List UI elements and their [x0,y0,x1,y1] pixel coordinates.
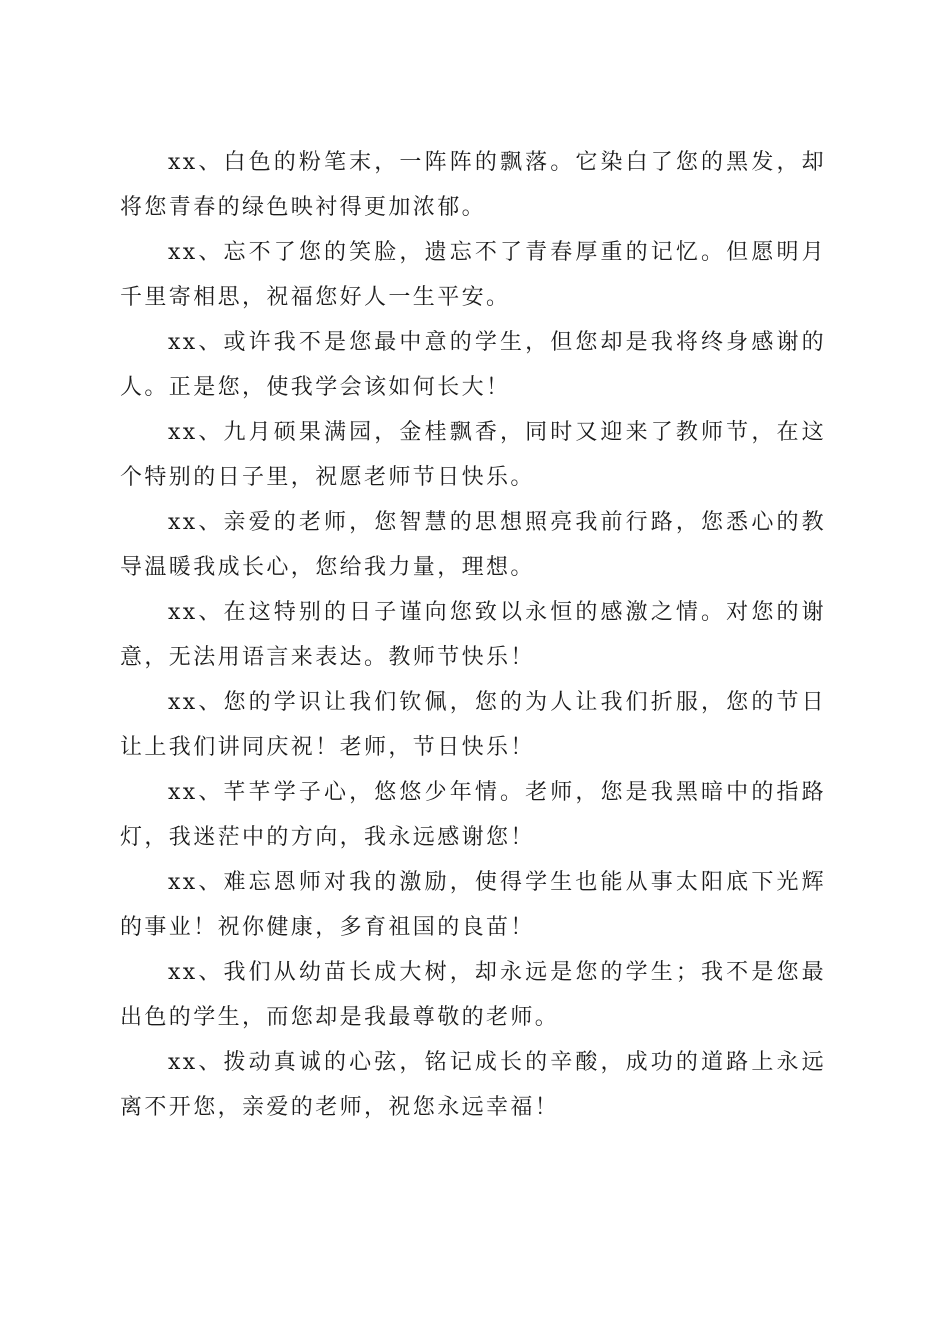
paragraph-6: xx、在这特别的日子谨向您致以永恒的感激之情。对您的谢意，无法用语言来表达。教师节快乐！ [120,600,826,670]
paragraph-4: xx、九月硕果满园，金桂飘香，同时又迎来了教师节，在这个特别的日子里，祝愿老师节日快乐。 [120,420,826,490]
paragraph-5: xx、亲爱的老师，您智慧的思想照亮我前行路，您悉心的教导温暖我成长心，您给我力量，理想。 [120,510,826,580]
document-body [120,140,826,1130]
paragraph-2: xx、忘不了您的笑脸，遗忘不了青春厚重的记忆。但愿明月千里寄相思，祝福您好人一生平安。 [120,240,826,310]
paragraph-7: xx、您的学识让我们钦佩，您的为人让我们折服，您的节日让上我们讲同庆祝！老师，节日快乐！ [120,690,826,760]
paragraph-1: xx、白色的粉笔末，一阵阵的飘落。它染白了您的黑发，却将您青春的绿色映衬得更加浓郁。 [120,150,826,220]
paragraph-10: xx、我们从幼苗长成大树，却永远是您的学生；我不是您最出色的学生，而您却是我最尊敬的老师。 [120,960,826,1030]
paragraph-3: xx、或许我不是您最中意的学生，但您却是我将终身感谢的人。正是您，使我学会该如何长大！ [120,330,826,400]
paragraph-8: xx、芊芊学子心，悠悠少年情。老师，您是我黑暗中的指路灯，我迷茫中的方向，我永远感谢您！ [120,780,826,850]
paragraph-11: xx、拨动真诚的心弦，铭记成长的辛酸，成功的道路上永远离不开您，亲爱的老师，祝您永远幸福！ [120,1050,826,1120]
paragraph-9: xx、难忘恩师对我的激励，使得学生也能从事太阳底下光辉的事业！祝你健康，多育祖国的良苗！ [120,870,826,940]
